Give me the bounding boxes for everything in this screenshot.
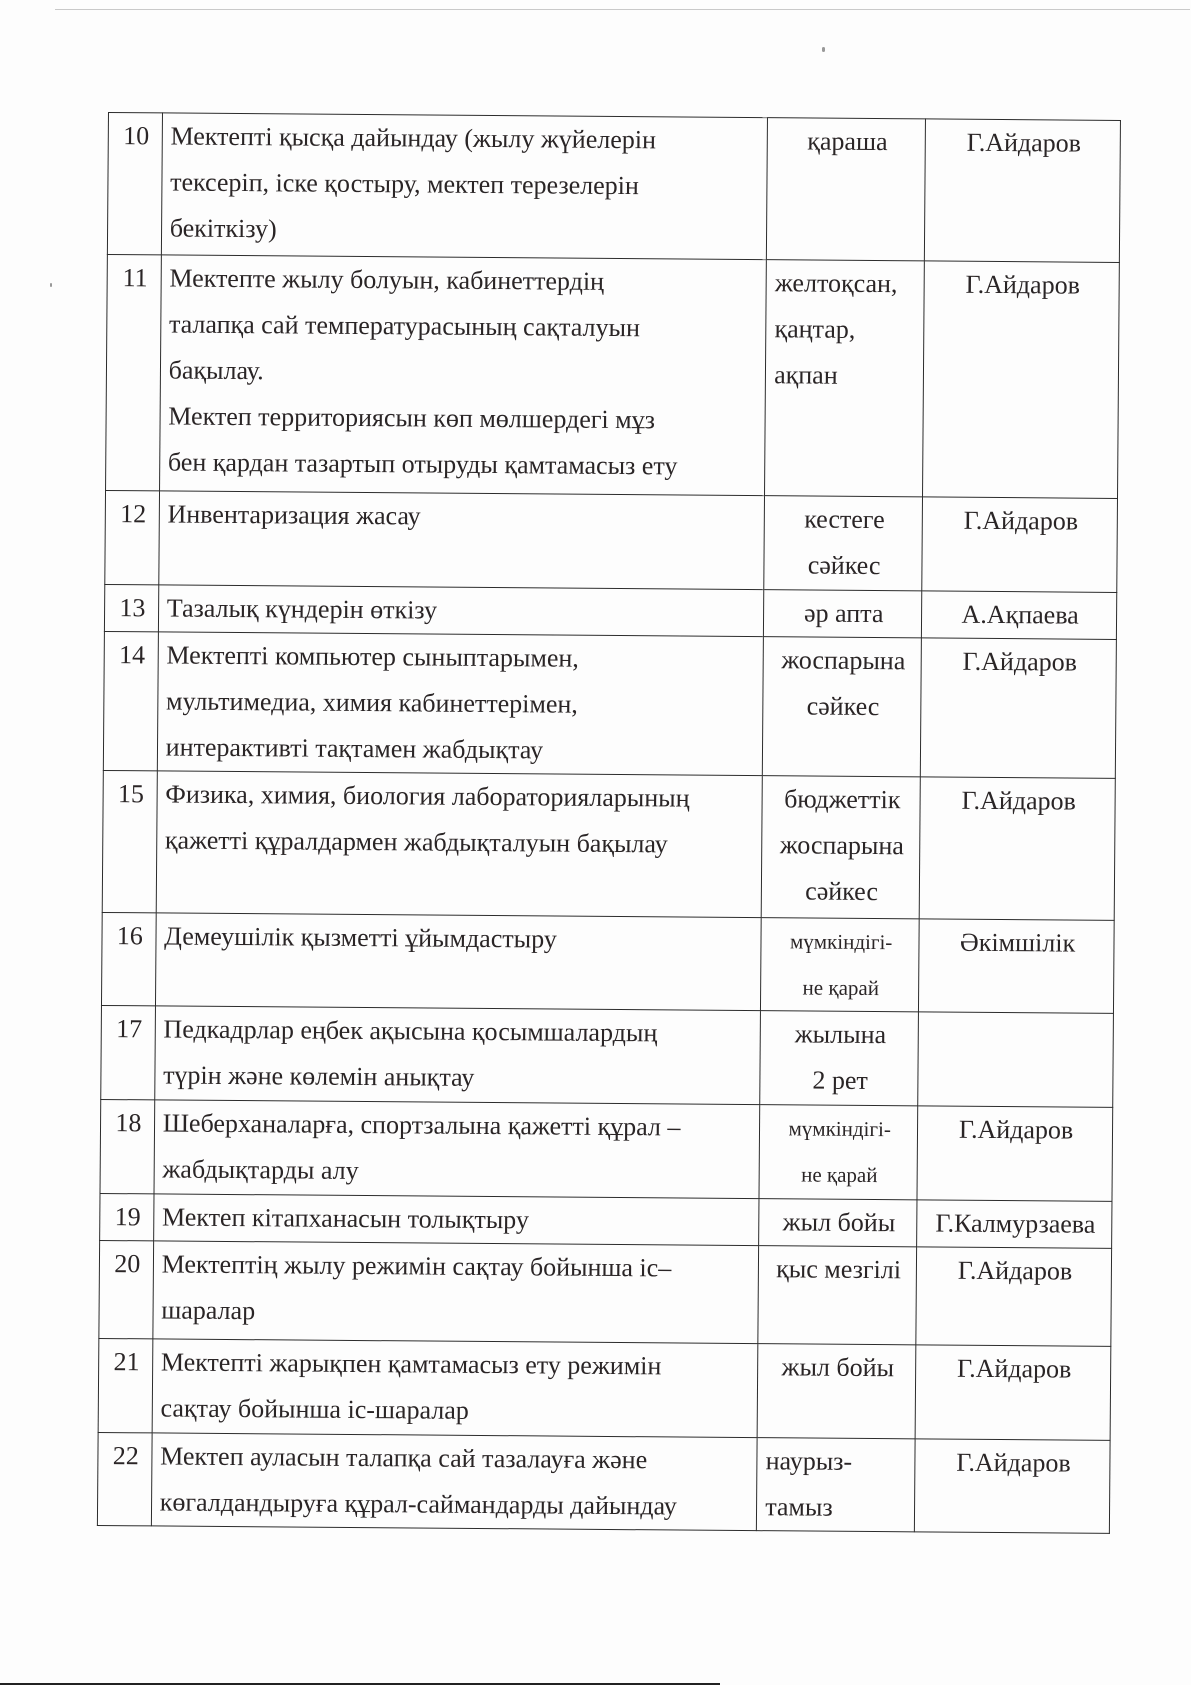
deadline-text-line: ақпан [774,360,838,390]
task-text-line: Педкадрлар еңбек ақысына қосымшалардың [163,1014,658,1048]
deadline-text-line: жоспарына [781,645,906,676]
deadline-text-line: сәйкес [807,550,881,581]
deadline-text-line: не қарай [802,975,880,1001]
scan-speck [50,283,52,287]
task-text-line: Мектептің жылу режимін сақтау бойынша іс– [161,1249,672,1283]
table-row [98,1338,1111,1440]
task-cell [161,113,768,260]
deadline-cell [763,637,922,777]
row-number: 21 [98,1338,152,1432]
task-cell [158,491,764,590]
deadline-text-line: сәйкес [805,876,879,907]
deadline-text-line: мүмкіндігі- [789,929,893,955]
task-text-line: мультимедиа, химия кабинеттерімен, [165,686,578,719]
task-text-line: түрін және көлемін анықтау [163,1060,475,1092]
task-text-line: Мектеп территориясын көп мөлшердегі мұз [168,401,656,435]
deadline-text-line: не қарай [801,1162,878,1188]
deadline-text-line: сәйкес [806,691,880,722]
table-row [102,770,1115,920]
task-cell [157,632,764,776]
row-number: 20 [99,1240,153,1338]
deadline-text-line: әр апта [803,598,884,629]
plan-table-body [97,113,1120,1534]
responsible-cell: Г.Айдаров [923,261,1120,499]
responsible-cell: Г.Айдаров [922,497,1118,593]
task-text-line: талапқа сай температурасының сақталуын [168,309,641,343]
task-text-line: Мектепті жарықпен қамтамасыз ету режимін [160,1347,662,1381]
task-text-line: Мектеп ауласын талапқа сай тазалауға және [160,1441,648,1475]
plan-table [97,112,1121,1534]
deadline-cell [767,118,926,261]
task-text-line: бекіткізу) [169,213,277,244]
deadline-text-line: жыл бойы [781,1352,895,1383]
task-text-line: Мектепте жылу болуын, кабинеттердің [169,263,605,296]
responsible-cell: Г.Айдаров [915,1345,1111,1441]
deadline-text-line: жыл бойы [782,1207,896,1238]
responsible-cell [918,1012,1114,1108]
deadline-cell [759,1199,917,1247]
row-number: 19 [100,1193,154,1240]
task-text-line: көгалдандыруға құрал-саймандарды дайындау [159,1487,677,1521]
scan-speck [822,47,825,52]
table-row [100,1193,1112,1248]
table-row [101,912,1114,1013]
task-text-line: Мектепті қысқа дайындау (жылу жүйелерін [170,121,657,155]
deadline-text-line: бюджеттік [784,784,901,815]
task-text-line: Шеберханаларға, спортзалына қажетті құрал – [162,1108,681,1142]
row-number: 17 [101,1005,155,1099]
deadline-cell [764,496,923,591]
table-row [97,1432,1110,1533]
task-text-line: Мектепті компьютер сыныптарымен, [166,640,579,673]
deadline-cell [764,590,922,638]
task-text-line: сақтау бойынша іс-шаралар [160,1393,469,1425]
responsible-cell: Г.Айдаров [915,1439,1111,1534]
scan-top-edge [55,9,1190,10]
task-cell [156,771,763,918]
deadline-text-line: желтоқсан, [774,268,898,299]
task-text-line: бен қардан тазартып отыруды қамтамасыз ету [167,447,678,481]
deadline-text-line: 2 рет [812,1065,868,1095]
task-cell [154,1100,760,1199]
deadline-cell [760,1011,919,1106]
deadline-text-line: қараша [807,126,888,157]
row-number: 15 [102,770,157,912]
task-text-line: Тазалық күндерін өткізу [166,593,438,625]
task-cell [154,1006,760,1105]
task-cell [152,1339,758,1438]
table-row [100,1099,1113,1201]
task-text-line: Физика, химия, биология лабораторияларының [165,779,690,813]
task-text-line: жабдықтарды алу [162,1154,359,1186]
row-number: 12 [105,490,159,584]
task-text-line: қажетті құралдармен жабдықталуын бақылау [164,825,668,859]
task-text-line: Демеушілік қызметті ұйымдастыру [164,921,557,954]
deadline-text-line: мүмкіндігі- [788,1116,891,1142]
table-row [99,1240,1112,1346]
table-row [106,254,1120,498]
task-cell [153,1194,759,1246]
deadline-cell [757,1344,916,1439]
responsible-cell: Г.Айдаров [917,1106,1113,1202]
task-text-line: интерактивті тақтамен жабдықтау [165,732,544,765]
responsible-cell: Г.Айдаров [920,638,1116,779]
responsible-cell: Әкімшілік [919,919,1115,1014]
deadline-text-line: қыс мезгілі [776,1254,902,1285]
task-cell [155,913,761,1011]
task-text-line: Инвентаризация жасау [167,499,421,531]
row-number: 14 [103,631,158,770]
table-row [107,113,1120,263]
task-cell [153,1241,759,1344]
deadline-text-line: наурыз- [765,1446,853,1476]
task-cell [159,255,766,496]
row-number: 22 [97,1432,151,1525]
responsible-cell: Г.Айдаров [916,1247,1112,1347]
task-text-line: бақылау. [168,355,264,386]
table-row [104,584,1116,639]
task-text-line: Мектеп кітапханасын толықтыру [161,1202,530,1235]
table-row [101,1005,1114,1107]
row-number: 11 [106,254,162,490]
task-cell [158,585,764,637]
responsible-cell: Г.Айдаров [925,119,1121,263]
responsible-cell: Г.Айдаров [919,777,1115,921]
deadline-cell [761,918,920,1012]
row-number: 16 [101,912,155,1005]
task-text-line: шаралар [161,1295,256,1326]
deadline-cell [757,1438,916,1532]
deadline-text-line: тамыз [765,1492,833,1522]
document-page [97,112,1121,1534]
deadline-text-line: жоспарына [779,830,905,861]
task-text-line: тексеріп, іске қостыру, мектеп терезелерін [170,167,640,201]
task-cell [151,1433,757,1531]
deadline-text-line: кестеге [804,504,885,535]
responsible-cell: А.Ақпаева [922,591,1117,640]
row-number: 13 [104,584,158,631]
deadline-text-line: жылына [794,1019,887,1050]
row-number: 10 [107,113,162,255]
table-row [105,490,1118,592]
deadline-cell [758,1246,917,1345]
deadline-cell [765,260,925,497]
deadline-cell [761,776,920,919]
deadline-cell [759,1105,918,1200]
deadline-text-line: қаңтар, [774,314,856,344]
row-number: 18 [100,1099,154,1193]
table-row [103,631,1116,778]
responsible-cell: Г.Калмурзаева [917,1200,1112,1249]
